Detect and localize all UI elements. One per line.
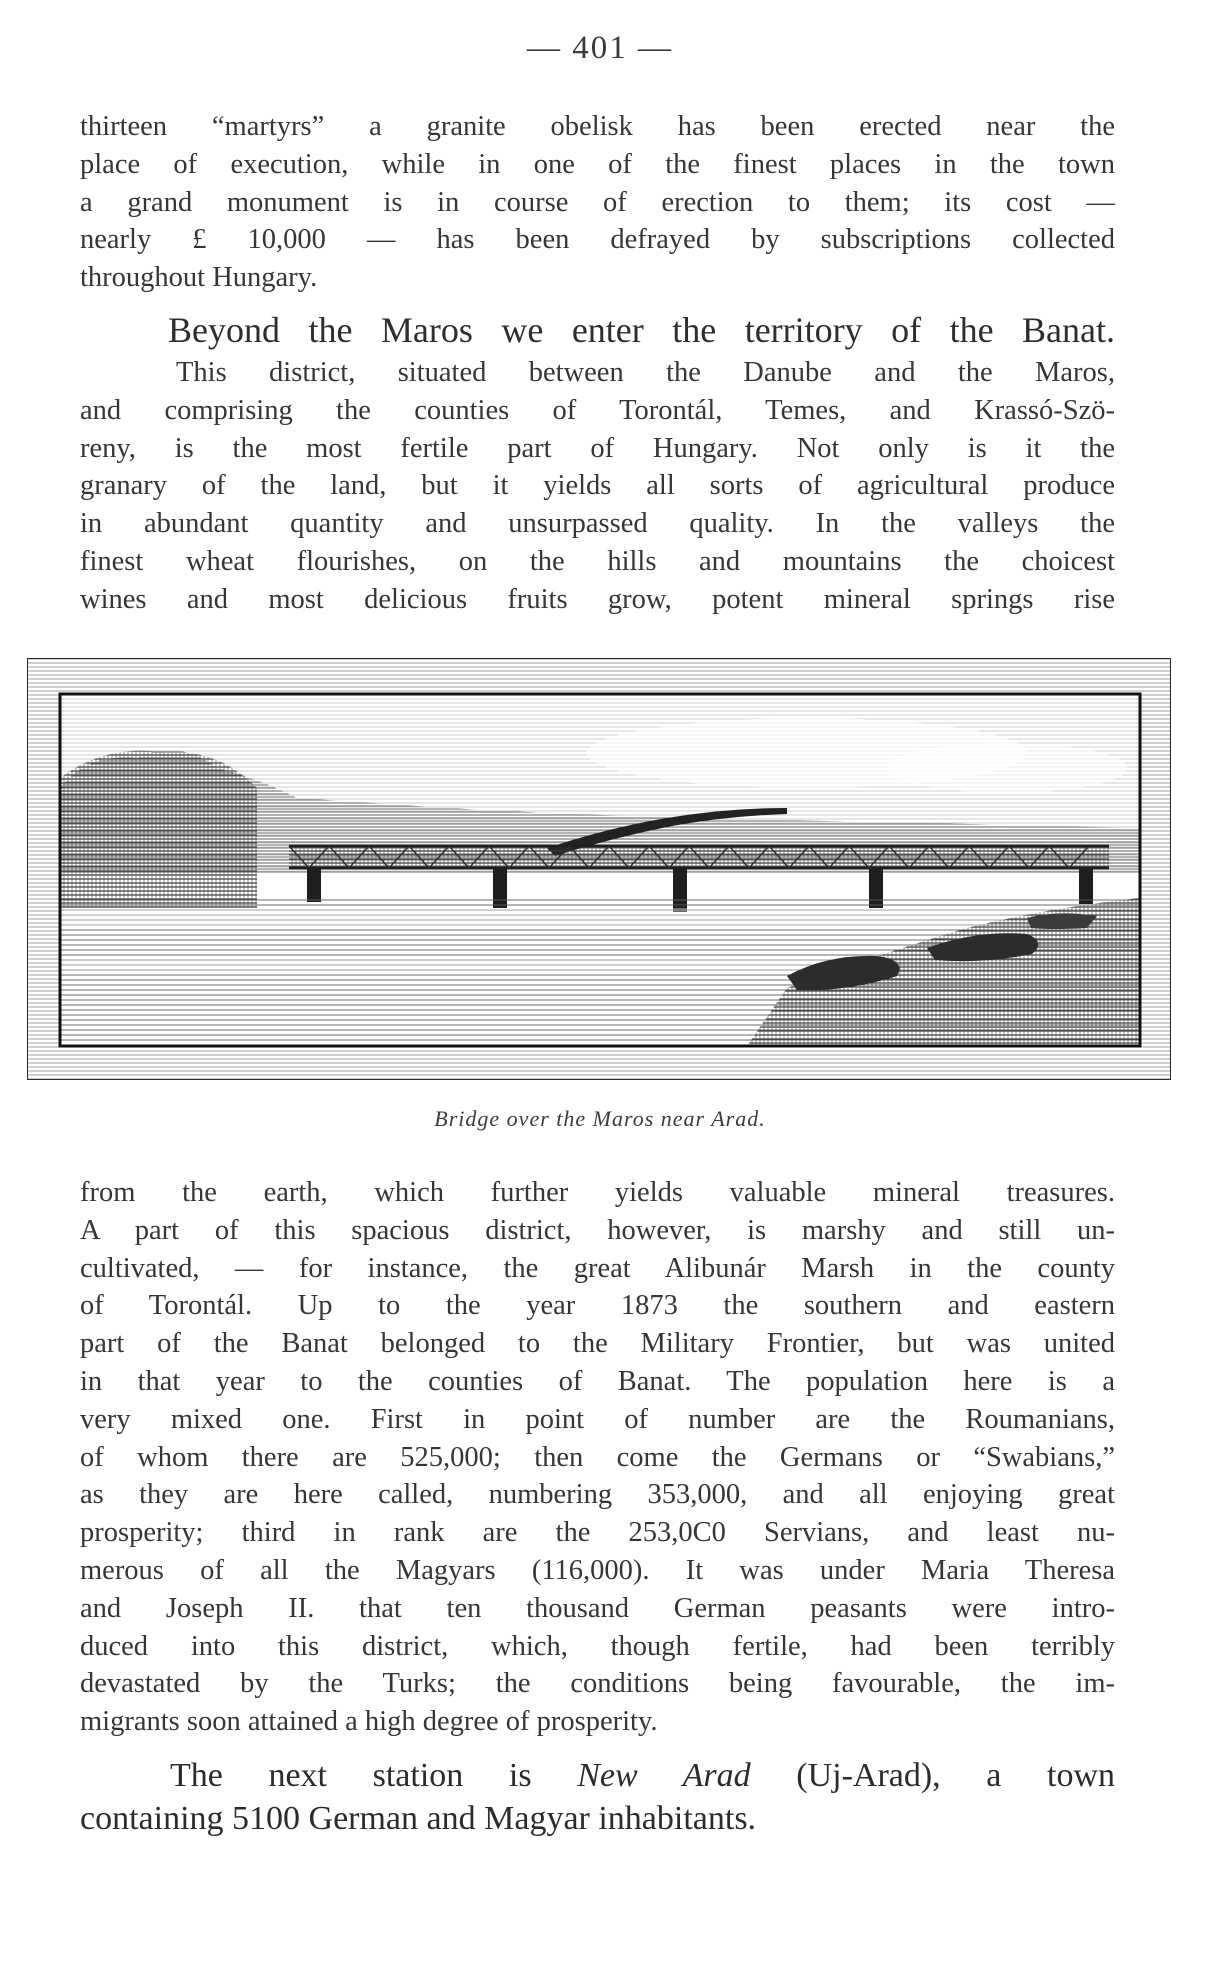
text-line: of Torontál. Up to the year 1873 the southern and eastern [80,1290,1115,1322]
text-line: wines and most delicious fruits grow, potent mineral springs rise [80,583,1115,615]
text-line: a grand monument is in course of erection to them; its cost — [80,186,1115,218]
closing-line-1 [80,1754,1115,1797]
text-line: prosperity; third in rank are the 253,0C0 Servians, and least nu- [80,1517,1115,1549]
closing-text-post: (Uj-Arad), a town [750,1757,1115,1794]
text-line: thirteen “martyrs” a granite obelisk has been erected near the [80,111,1115,142]
text-line: as they are here called, numbering 353,000, and all enjoying great [80,1479,1115,1511]
text-line: place of execution, while in one of the finest places in the town [80,148,1115,180]
text-line: merous of all the Magyars (116,000). It was under Maria Theresa [80,1554,1115,1586]
section-heading: Beyond the Maros we enter the territory of the Banat. [168,310,1115,350]
text-line: in that year to the counties of Banat. The population here is a [80,1365,1115,1397]
closing-line-2: containing 5100 German and Magyar inhabitants. [80,1800,757,1837]
text-line: granary of the land, but it yields all sorts of agricultural produce [80,470,1115,502]
bridge-engraving-illustration [27,658,1171,1080]
paragraph-banat [80,354,1115,619]
text-line: from the earth, which further yields valuable mineral treasures. [80,1177,1115,1208]
bridge-engraving [27,658,1171,1080]
text-line: This district, situated between the Danube and the Maros, [176,357,1115,388]
text-line: duced into this district, which, though fertile, had been terribly [80,1630,1115,1662]
text-line: A part of this spacious district, however, is marshy and still un- [80,1214,1115,1246]
text-line: finest wheat flourishes, on the hills and mountains the choicest [80,545,1115,577]
text-line: migrants soon attained a high degree of prosperity. [80,1706,658,1738]
text-line: cultivated, — for instance, the great Alibunár Marsh in the county [80,1252,1115,1284]
text-line: reny, is the most fertile part of Hungary. Not only is it the [80,432,1115,464]
closing-text-pre: The next station is [170,1757,578,1794]
text-line: part of the Banat belonged to the Military Frontier, but was united [80,1328,1115,1360]
place-name-new-arad: New Arad [577,1757,751,1794]
text-line: and comprising the counties of Torontál, Temes, and Krassó-Szö- [80,394,1115,426]
text-line: throughout Hungary. [80,262,318,294]
text-line: and Joseph II. that ten thousand German peasants were intro- [80,1592,1115,1624]
paragraph-martyrs [80,108,1115,297]
text-line: of whom there are 525,000; then come the Germans or “Swabians,” [80,1441,1115,1473]
text-line: in abundant quantity and unsurpassed quality. In the valleys the [80,508,1115,540]
text-line: nearly £ 10,000 — has been defrayed by subscriptions collected [80,224,1115,256]
text-line: devastated by the Turks; the conditions being favourable, the im- [80,1668,1115,1700]
paragraph-population [80,1174,1115,1741]
paragraph-new-arad [80,1754,1115,1840]
text-line: very mixed one. First in point of number are the Roumanians, [80,1403,1115,1435]
page-number: — 401 — [527,30,673,66]
figure-caption: Bridge over the Maros near Arad. [434,1106,766,1131]
